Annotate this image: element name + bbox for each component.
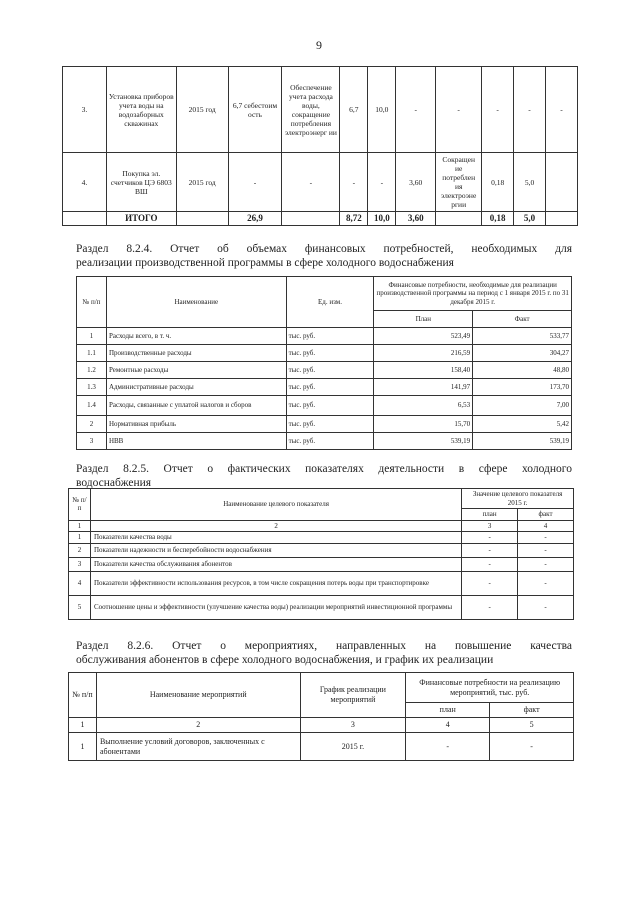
- total-cost: 26,9: [228, 212, 282, 226]
- row-fact: 5,42: [473, 416, 572, 433]
- value: -: [482, 67, 514, 153]
- table-row: [69, 595, 574, 619]
- row-plan: 6,53: [374, 396, 473, 416]
- investment-table-continuation: [62, 66, 578, 226]
- target-indicators-table: [68, 488, 574, 620]
- total-value: 3,60: [396, 212, 436, 226]
- heading-line: Раздел 8.2.5. Отчет о фактических показателях деятельности в сфере холодного: [76, 463, 572, 475]
- row-plan: 216,59: [374, 345, 473, 362]
- header-name: Наименование мероприятий: [96, 673, 300, 718]
- index-cell: 5: [490, 718, 574, 733]
- row-number: 1: [77, 328, 107, 345]
- table-row: [77, 362, 572, 379]
- index-row: [69, 520, 574, 532]
- row-fact: -: [518, 543, 574, 557]
- header-group: Финансовые потребности, необходимые для реализации производственной программы на период с 1 января 2015 г. по 31 декабря 2015 г.: [374, 277, 572, 311]
- row-number: 2: [69, 543, 91, 557]
- section-heading-8-2-6: [76, 639, 572, 667]
- row-number: 3: [69, 557, 91, 571]
- cost: 6,7 себестоим ость: [228, 67, 282, 153]
- header-unit: Ед. изм.: [286, 277, 374, 328]
- row-fact: 48,80: [473, 362, 572, 379]
- row-plan: 539,19: [374, 433, 473, 450]
- row-unit: тыс. руб.: [286, 345, 374, 362]
- measure-name: Покупка эл. счетчиков ЦЭ 6803 ВШ: [106, 153, 176, 212]
- value: -: [514, 67, 546, 153]
- row-unit: тыс. руб.: [286, 328, 374, 345]
- header-plan: план: [406, 703, 490, 718]
- value: -: [340, 153, 368, 212]
- value: 5,0: [514, 153, 546, 212]
- index-cell: 2: [90, 520, 461, 532]
- period: 2015 год: [176, 153, 228, 212]
- header-number: № п/п: [77, 277, 107, 328]
- row-name: Выполнение условий договоров, заключенных с абонентами: [96, 733, 300, 761]
- row-name: НВВ: [106, 433, 286, 450]
- header-name: Наименование: [106, 277, 286, 328]
- value: Сокращен ие потреблен ия электроэне ргии: [436, 153, 482, 212]
- row-plan: 158,40: [374, 362, 473, 379]
- row-unit: тыс. руб.: [286, 396, 374, 416]
- heading-line: реализации производственной программы в сфере холодного водоснабжения: [76, 257, 454, 269]
- row-fact: 304,27: [473, 345, 572, 362]
- row-number: 2: [77, 416, 107, 433]
- value: 0,18: [482, 153, 514, 212]
- row-unit: тыс. руб.: [286, 433, 374, 450]
- header-schedule: График реализации мероприятий: [300, 673, 406, 718]
- table-row: [77, 328, 572, 345]
- row-fact: 173,70: [473, 379, 572, 396]
- total-value: 0,18: [482, 212, 514, 226]
- row-plan: -: [462, 595, 518, 619]
- header-plan: План: [374, 311, 473, 328]
- header-number: № п/п: [69, 489, 91, 521]
- table-row: [77, 433, 572, 450]
- section-heading-8-2-4: [76, 242, 572, 270]
- row-name: Расходы всего, в т. ч.: [106, 328, 286, 345]
- value: -: [546, 67, 578, 153]
- purpose: -: [282, 153, 340, 212]
- row-name: Нормативная прибыль: [106, 416, 286, 433]
- value: 3,60: [396, 153, 436, 212]
- row-plan: -: [462, 532, 518, 544]
- row-number: 1.3: [77, 379, 107, 396]
- row-number: 1.1: [77, 345, 107, 362]
- row-name: Показатели качества обслуживания абонентов: [90, 557, 461, 571]
- row-plan: -: [406, 733, 490, 761]
- row-number: 1: [69, 532, 91, 544]
- value: [546, 153, 578, 212]
- table-row: [69, 571, 574, 595]
- total-label: ИТОГО: [106, 212, 176, 226]
- row-number: 1.2: [77, 362, 107, 379]
- measure-name: Установка приборов учета воды на водозаборных скважинах: [106, 67, 176, 153]
- row-unit: тыс. руб.: [286, 416, 374, 433]
- table-row: [77, 379, 572, 396]
- financial-needs-table: [76, 276, 572, 450]
- heading-line: водоснабжения: [76, 477, 152, 489]
- header-fact: Факт: [473, 311, 572, 328]
- header-name: Наименование целевого показателя: [90, 489, 461, 521]
- index-cell: 2: [96, 718, 300, 733]
- row-name: Показатели эффективности использования ресурсов, в том числе сокращения потерь воды при транспортировке: [90, 571, 461, 595]
- row-name: Расходы, связанные с уплатой налогов и сборов: [106, 396, 286, 416]
- header-plan: план: [462, 509, 518, 521]
- row-name: Соотношение цены и эффективности (улучшение качества воды) реализации мероприятий инвестиционной программы: [90, 595, 461, 619]
- heading-line: Раздел 8.2.6. Отчет о мероприятиях, направленных на повышение качества: [76, 640, 572, 652]
- row-unit: тыс. руб.: [286, 379, 374, 396]
- row-name: Производственные расходы: [106, 345, 286, 362]
- section-heading-8-2-5: [76, 462, 572, 490]
- page-number: 9: [316, 38, 322, 52]
- row-plan: -: [462, 571, 518, 595]
- index-cell: 3: [300, 718, 406, 733]
- table-row: [69, 532, 574, 544]
- row-name: Показатели качества воды: [90, 532, 461, 544]
- header-number: № п/п: [69, 673, 97, 718]
- heading-line: обслуживания абонентов в сфере холодного водоснабжения, и график их реализации: [76, 654, 494, 666]
- row-name: Показатели надежности и бесперебойности водоснабжения: [90, 543, 461, 557]
- index-cell: 1: [69, 520, 91, 532]
- total-row: [63, 212, 578, 226]
- row-name: Ремонтные расходы: [106, 362, 286, 379]
- total-value: 5,0: [514, 212, 546, 226]
- value: 6,7: [340, 67, 368, 153]
- value: 10,0: [368, 67, 396, 153]
- header-group: Финансовые потребности на реализацию мероприятий, тыс. руб.: [406, 673, 574, 703]
- row-fact: 533,77: [473, 328, 572, 345]
- row-fact: -: [518, 595, 574, 619]
- table-row: [69, 543, 574, 557]
- header-group: Значение целевого показателя 2015 г.: [462, 489, 574, 509]
- row-schedule: 2015 г.: [300, 733, 406, 761]
- row-unit: тыс. руб.: [286, 362, 374, 379]
- index-cell: 3: [462, 520, 518, 532]
- index-cell: 1: [69, 718, 97, 733]
- table-row: [77, 396, 572, 416]
- row-number: 3.: [63, 67, 107, 153]
- row-plan: 15,70: [374, 416, 473, 433]
- row-number: 4: [69, 571, 91, 595]
- row-fact: -: [490, 733, 574, 761]
- row-fact: -: [518, 571, 574, 595]
- row-number: 1.4: [77, 396, 107, 416]
- table-row: [77, 416, 572, 433]
- row-number: 3: [77, 433, 107, 450]
- period: 2015 год: [176, 67, 228, 153]
- cost: -: [228, 153, 282, 212]
- row-fact: -: [518, 557, 574, 571]
- row-fact: 7,00: [473, 396, 572, 416]
- table-row: [69, 733, 574, 761]
- value: -: [436, 67, 482, 153]
- value: -: [396, 67, 436, 153]
- value: -: [368, 153, 396, 212]
- table-row: [77, 345, 572, 362]
- row-plan: 141,97: [374, 379, 473, 396]
- service-measures-table: [68, 672, 574, 761]
- row-number: 4.: [63, 153, 107, 212]
- index-cell: 4: [518, 520, 574, 532]
- index-row: [69, 718, 574, 733]
- heading-line: Раздел 8.2.4. Отчет об объемах финансовых потребностей, необходимых для: [76, 243, 572, 255]
- index-cell: 4: [406, 718, 490, 733]
- row-plan: -: [462, 557, 518, 571]
- header-fact: факт: [490, 703, 574, 718]
- purpose: Обеспечение учета расхода воды, сокращение потребления электроэнерг ии: [282, 67, 340, 153]
- row-name: Административные расходы: [106, 379, 286, 396]
- total-value: 8,72: [340, 212, 368, 226]
- row-number: 5: [69, 595, 91, 619]
- table-row: [69, 557, 574, 571]
- total-value: 10,0: [368, 212, 396, 226]
- table-row: [63, 67, 578, 153]
- row-number: 1: [69, 733, 97, 761]
- row-fact: -: [518, 532, 574, 544]
- header-fact: факт: [518, 509, 574, 521]
- row-plan: -: [462, 543, 518, 557]
- row-plan: 523,49: [374, 328, 473, 345]
- row-fact: 539,19: [473, 433, 572, 450]
- table-row: [63, 153, 578, 212]
